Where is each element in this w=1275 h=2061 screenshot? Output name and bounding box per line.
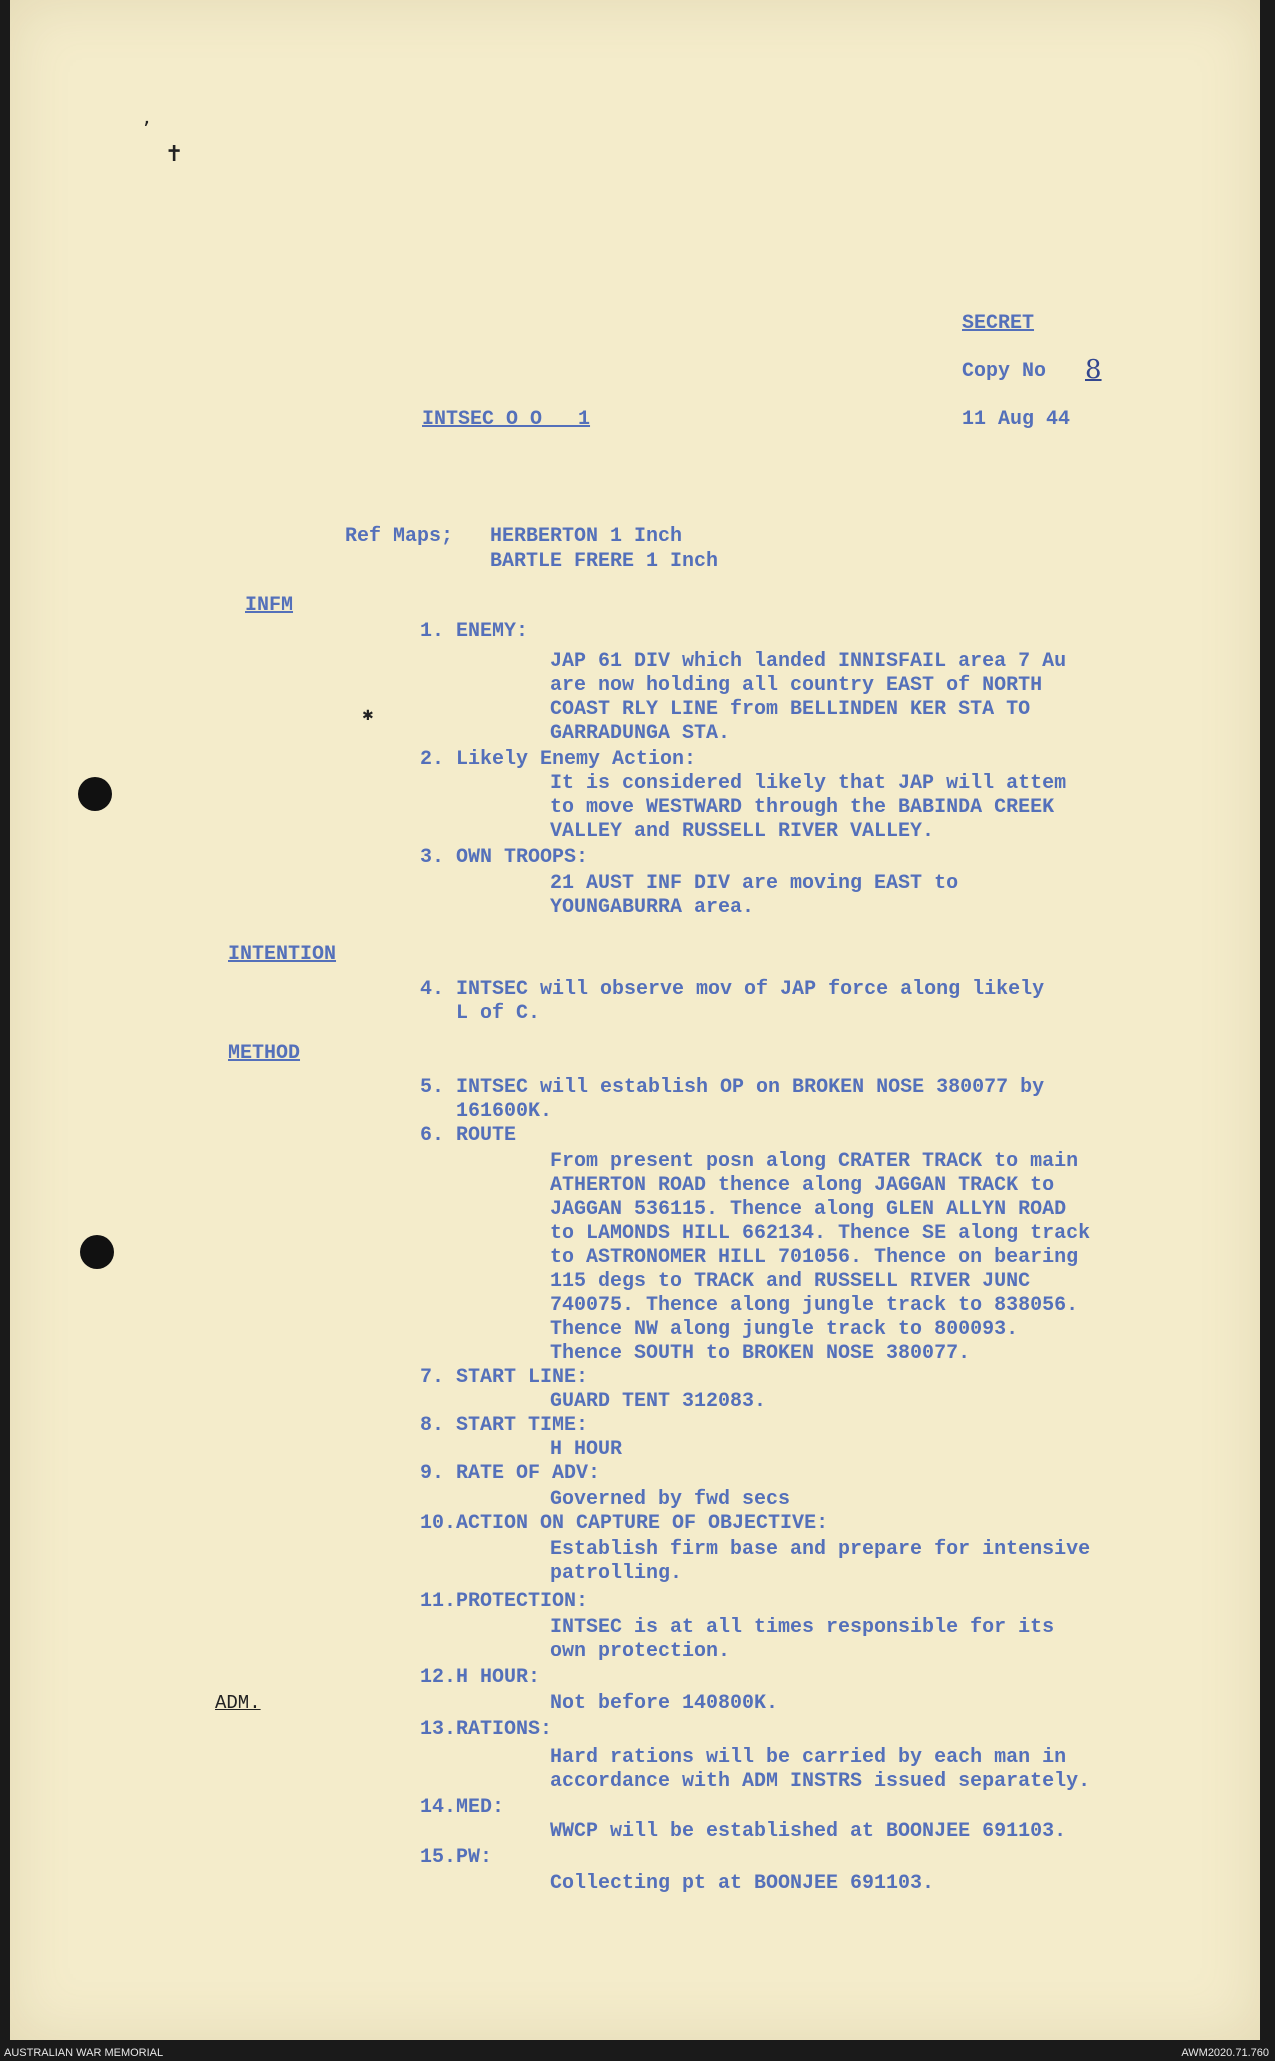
refmap-1: HERBERTON 1 Inch <box>490 525 683 548</box>
ink-mark: ʼ <box>143 118 150 143</box>
para-2-line: VALLEY and RUSSELL RIVER VALLEY. <box>550 820 935 843</box>
para-14-head: 14.MED: <box>420 1796 505 1819</box>
para-1-line: COAST RLY LINE from BELLINDEN KER STA TO <box>550 698 1031 721</box>
para-6-line: Thence SOUTH to BROKEN NOSE 380077. <box>550 1342 971 1365</box>
para-1-line: GARRADUNGA STA. <box>550 722 731 745</box>
copy-label: Copy No <box>962 360 1047 383</box>
para-12-head: 12.H HOUR: <box>420 1666 541 1689</box>
copy-number: 8 <box>1085 355 1102 385</box>
para-4-line: 4. INTSEC will observe mov of JAP force along likely <box>420 978 1045 1001</box>
footer-right: AWM2020.71.760 <box>1181 2047 1269 2059</box>
para-3-head: 3. OWN TROOPS: <box>420 846 589 869</box>
para-2-head: 2. Likely Enemy Action: <box>420 748 697 771</box>
para-11-line: own protection. <box>550 1640 731 1663</box>
para-5-line: 5. INTSEC will establish OP on BROKEN NOSE 380077 by <box>420 1076 1045 1099</box>
para-15-head: 15.PW: <box>420 1846 493 1869</box>
para-6-line: From present posn along CRATER TRACK to main <box>550 1150 1079 1173</box>
para-6-head: 6. ROUTE <box>420 1124 517 1147</box>
para-2-line: It is considered likely that JAP will attem <box>550 772 1067 795</box>
para-13-line: Hard rations will be carried by each man in <box>550 1746 1067 1769</box>
para-1-line: are now holding all country EAST of NORTH <box>550 674 1043 697</box>
punch-hole-top <box>78 777 112 811</box>
para-15-line: Collecting pt at BOONJEE 691103. <box>550 1872 935 1895</box>
para-9-line: Governed by fwd secs <box>550 1488 791 1511</box>
para-3-line: YOUNGABURRA area. <box>550 896 755 919</box>
section-intention: INTENTION <box>228 943 337 966</box>
para-8-head: 8. START TIME: <box>420 1414 589 1437</box>
para-4-line: L of C. <box>420 1002 541 1025</box>
para-13-line: accordance with ADM INSTRS issued separately. <box>550 1770 1091 1793</box>
para-7-head: 7. START LINE: <box>420 1366 589 1389</box>
refmaps-label: Ref Maps; <box>345 525 454 548</box>
para-6-line: to LAMONDS HILL 662134. Thence SE along track <box>550 1222 1091 1245</box>
para-10-head: 10.ACTION ON CAPTURE OF OBJECTIVE: <box>420 1512 829 1535</box>
para-6-line: 115 degs to TRACK and RUSSELL RIVER JUNC <box>550 1270 1031 1293</box>
para-6-line: to ASTRONOMER HILL 701056. Thence on bearing <box>550 1246 1079 1269</box>
punch-hole-bottom <box>80 1235 114 1269</box>
para-10-line: Establish firm base and prepare for intensive <box>550 1538 1091 1561</box>
ink-mark: ✝ <box>165 142 184 167</box>
document-page <box>10 0 1260 2040</box>
para-6-line: ATHERTON ROAD thence along JAGGAN TRACK to <box>550 1174 1055 1197</box>
para-11-head: 11.PROTECTION: <box>420 1590 589 1613</box>
section-adm: ADM. <box>215 1692 261 1714</box>
para-11-line: INTSEC is at all times responsible for its <box>550 1616 1055 1639</box>
order-date: 11 Aug 44 <box>962 408 1071 431</box>
para-2-line: to move WESTWARD through the BABINDA CREEK <box>550 796 1055 819</box>
para-3-line: 21 AUST INF DIV are moving EAST to <box>550 872 959 895</box>
para-6-line: Thence NW along jungle track to 800093. <box>550 1318 1019 1341</box>
footer-left: AUSTRALIAN WAR MEMORIAL <box>4 2047 164 2059</box>
para-9-head: 9. RATE OF ADV: <box>420 1462 601 1485</box>
para-14-line: WWCP will be established at BOONJEE 691103. <box>550 1820 1067 1843</box>
para-5-line: 161600K. <box>420 1100 553 1123</box>
para-6-line: JAGGAN 536115. Thence along GLEN ALLYN ROAD <box>550 1198 1067 1221</box>
para-8-line: H HOUR <box>550 1438 623 1461</box>
section-infm: INFM <box>245 594 294 617</box>
para-1-head: 1. ENEMY: <box>420 620 529 643</box>
para-10-line: patrolling. <box>550 1562 683 1585</box>
para-7-line: GUARD TENT 312083. <box>550 1390 767 1413</box>
refmap-2: BARTLE FRERE 1 Inch <box>490 550 719 573</box>
para-1-line: JAP 61 DIV which landed INNISFAIL area 7 Au <box>550 650 1067 673</box>
order-title: INTSEC O O 1 <box>422 408 591 431</box>
para-13-head: 13.RATIONS: <box>420 1718 553 1741</box>
ink-mark: ✱ <box>362 708 374 724</box>
section-method: METHOD <box>228 1042 301 1065</box>
para-6-line: 740075. Thence along jungle track to 838056. <box>550 1294 1079 1317</box>
classification-stamp: SECRET <box>962 312 1035 335</box>
para-12-line: Not before 140800K. <box>550 1692 779 1715</box>
